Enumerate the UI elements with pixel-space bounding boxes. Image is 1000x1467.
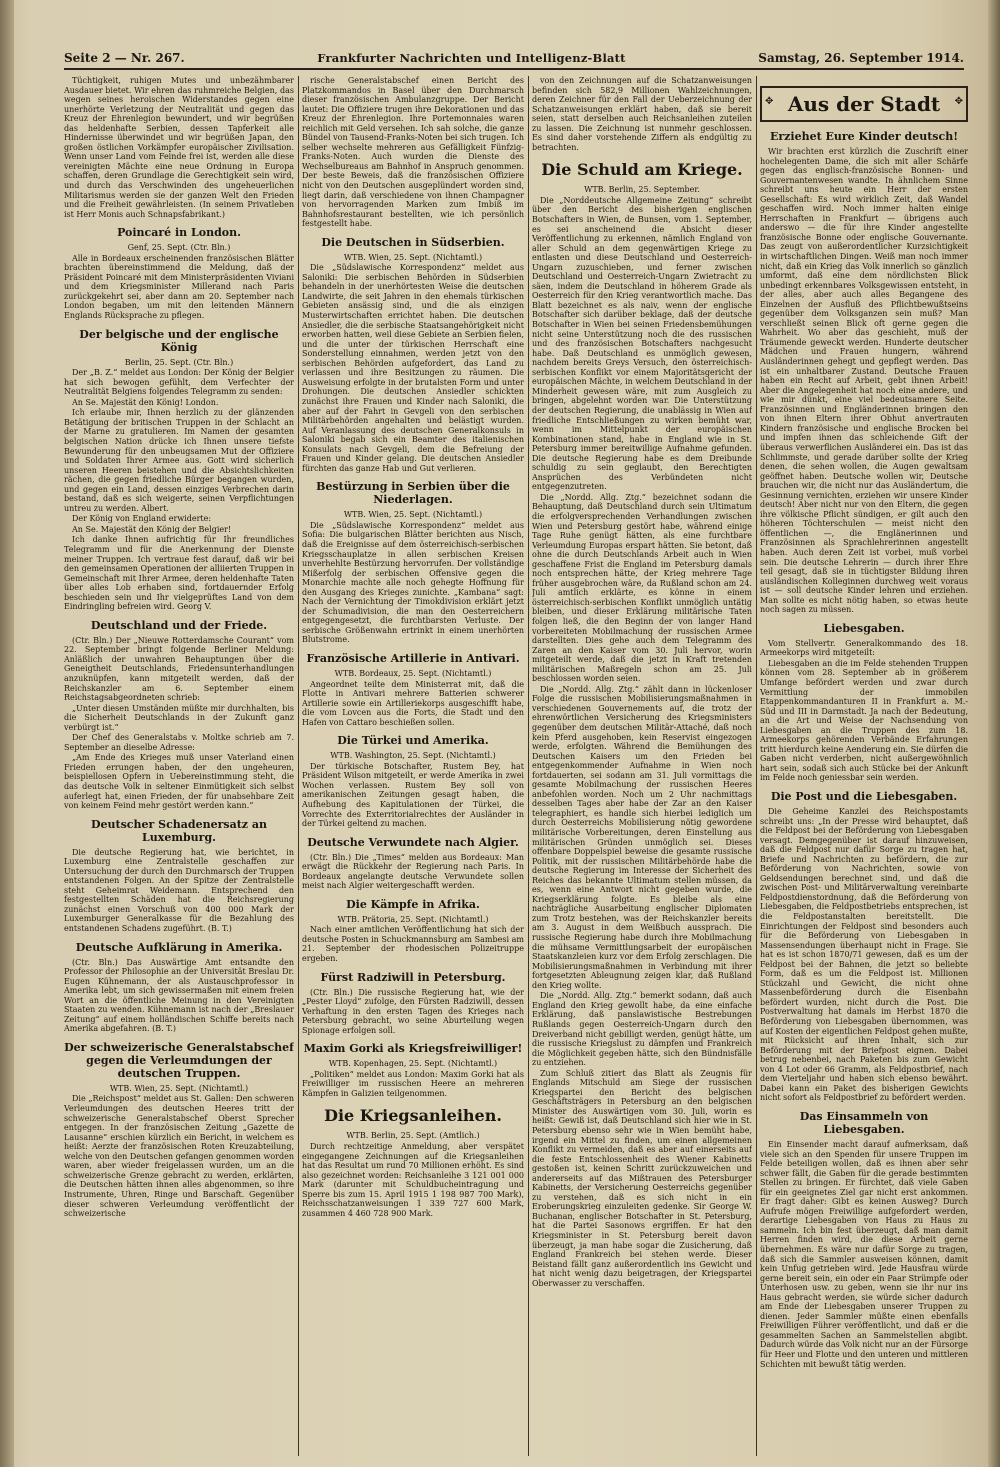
article-body <box>302 1142 524 1218</box>
article-body <box>302 521 524 645</box>
article-body <box>64 368 294 612</box>
article-headline: Die Post und die Liebesgaben. <box>770 790 958 803</box>
article-headline: Die Türkei und Amerika. <box>337 734 489 748</box>
paragraph: Ich danke Ihnen aufrichtig für Ihr freundliches Telegramm und für die Anerkennung der Dienste meiner Truppen. Ich vertraue fest darauf, daß wir bei den gemeinsamen Operationen der alliierten Truppen in Gemeinschaft mit Ihrer Armee, deren heldenhafte Taten über alles Lob erhaben sind, fortdauernder Erfolg beschieden sein und Ihr vielgeprüftes Land von dem Eindringling befreien wird. Georg V. <box>64 535 294 612</box>
ornament-icon: ✥ <box>765 96 774 107</box>
article-headline: Die Kämpfe in Afrika. <box>346 897 480 911</box>
dateline: Genf, 25. Sept. (Ctr. Bln.) <box>127 243 231 253</box>
article-body <box>302 988 524 1036</box>
paragraph: Die deutsche Regierung hat, wie berichtet, in Luxemburg eine Zentralstelle geschaffen zur Untersuchung der durch den Durchmarsch der Truppen entstandenen Folgen. An der Spitze der Zentralstelle steht Geheimrat Weidemann. Entsprechend den festgestellten Schäden hat die Reichsregierung zunächst einen Vorschuß von 400 000 Mark der Luxemburger Generalkasse für die Bezahlung des entstandenen Schadens zugeführt. (B. T.) <box>64 847 294 934</box>
dateline: WTB. Berlin, 25. Sept. (Amtlich.) <box>346 1131 480 1141</box>
paragraph: Die „Nordd. Allg. Ztg.“ zählt dann in lückenloser Folge die russischen Mobilisierungsmaßnahmen in verschiedenen Gouvernements auf, die trotz der ehrenwörtlichen Versicherung des Kriegsministers gegenüber dem deutschen Militär-Attaché, daß noch kein Pferd ausgehoben, kein Reservist eingezogen werde, erfolgten. Während die Bemühungen des Deutschen Kaisers um den Frieden bei entgegenkommender Aufnahme in Wien noch fortdauerten, sei sodann am 31. Juli vormittags die gesamte Mobilmachung der russischen Heeres anbefohlen worden. Noch um 2 Uhr nachmittags desselben Tages aber habe der Zar an den Kaiser telegraphiert, es handle sich hierbei lediglich um durch Oesterreichs Mobilisierung nötig gewordene militärische Vorbereitungen, deren Einstellung aus militärischen Gründen unmöglich sei. Dieses offenbare Doppelspiel beweise die gesamte russische Politik, mit der russischen Militärbehörde habe die deutsche Regierung im Interesse der Sicherheit des Reiches das bekannte Ultimatum stellen müssen, da es, wenn eine Antwort nicht gegeben wurde, die Kriegserklärung folgte. Es bleibe als eine nachträgliche Ausarbeitung englischer Diplomaten zum Trotz bestehen, was der Reichskanzler bereits am 3. August in dem Weißbuch aussprach. Die russische Regierung habe durch ihre Mobilmachung die mühsame Vermittlungsarbeit der europäischen Staatskanzleien kurz vor dem Erfolg zerschlagen. Die Mobilisierungsmaßnahmen in Verbindung mit ihrer fortgesetzten Ableugnung zeigen klar, daß Rußland den Krieg wollte. <box>532 684 752 990</box>
column-4 <box>760 76 968 1460</box>
section-box-local-news <box>760 86 968 122</box>
paragraph: Ich erlaube mir, Ihnen herzlich zu der glänzenden Betätigung der britischen Truppen in der Schlacht an der Marne zu gratulieren. Im Namen der gesamten belgischen Nation drücke ich Ihnen unsere tiefste Bewunderung für den unbeugsamen Mut der Offiziere und Soldaten Ihrer Armee aus. Gott wird sicherlich unseren Heeren beistehen und die Absichtslichkeiten rächen, die gegen friedliche Bürger begangen wurden, und gegen ein Land, dessen einziges Verbrechen darin bestand, daß es sich weigerte, seinen Verpflichtungen untreu zu werden. Albert. <box>64 408 294 513</box>
article-body <box>64 958 294 1034</box>
column-1 <box>64 76 294 1460</box>
paragraph: von den Zeichnungen auf die Schatzanweisungen befinden sich 582,9 Millionen Wahlzeichnungen, deren Zeichner für den Fall der Ueberzeichnung der Schatzanweisungen erklärt haben, daß sie bereit seien, statt derselben auch Reichsanleihen zuteilen zu lassen. Die Zeichnung ist nunmehr geschlossen. Es sind daher vorstehende Ziffern als endgültig zu betrachten. <box>532 76 752 152</box>
paragraph: Ein Einsender macht darauf aufmerksam, daß viele sich an den Spenden für unsere Truppen im Felde beteiligen wollen, daß es ihnen aber sehr schwer fällt, die Gaben für die gerade bestimmten Stellen zu bringen. Er fürchtet, daß viele Gaben für ein geeignetes Ziel gar nicht erst ankommen. Er fragt daher: Gibt es keinen Ausweg? Durch Aufrufe mögen Freiwillige aufgefordert werden, derartige Liebesgaben von Haus zu Haus zu sammeln. Ich bin fest überzeugt, daß man damit Herren finden wird, die diese Arbeit gerne übernehmen. Es wäre nur dafür Sorge zu tragen, daß sich die Sammler ausweisen können, damit kein Unfug getrieben wird. Jede Hausfrau würde gerne bereit sein, ein oder ein Paar Strümpfe oder Unterhosen usw. zu geben, wenn sie ihr nur ins Haus gebracht werden, sie würde sicher dadurch am Ende der Liebesgaben unserer Truppen zu dienen. Jeder Sammler müßte einen ebenfalls Freiwilligen Führer veröffentlicht, und daß er die gesammelten Sachen an Sammelstellen abgibt. Dadurch würde das Volk nicht nur an der Fürsorge für Heer und Flotte und den unteren und mittleren Schichten mit bewußt tätig werden. <box>760 1139 968 1369</box>
paragraph: Die „Norddeutsche Allgemeine Zeitung“ schreibt über den Bericht des bisherigen englischen Botschafters in Wien, de Bunsen, vom 1. September, es sei anscheinend die Absicht dieser Veröffentlichung zu erkennen, nämlich England von aller Schuld an dem gegenwärtigen Kriege zu entlasten und diese Deutschland und Oesterreich-Ungarn zuzuschieben, und ferner zwischen Deutschland und Oesterreich-Ungarn Zwietracht zu säen, indem die Deutschland in höherem Grade als Oesterreich für den Krieg verantwortlich mache. Das Blatt bezeichnet es als naiv, wenn der englische Botschafter sich darüber beklage, daß der deutsche Botschafter in Wien bei seinen Friedensbemühungen nicht seine Unterstützung noch die des russischen und des französischen Botschafters nachgesucht habe. Daß Deutschland es unmöglich gewesen, nachdem bereits Greys Versuch, den österreichisch-serbischen Konflikt vor einem Majoritätsgericht der europäischen Mächte, in welchem Deutschland in der Minderheit gewesen wäre, mit zum Ausgleich zu bringen, abgelehnt worden war. Die Unterstützung der deutschen Regierung, die unablässig in Wien auf friedliche Entschließungen zu wirken bemüht war, wenn im Mittelpunkt der europäischen Kombinationen stand, habe in England wie in St. Petersburg immer bereitwillige Aufnahme gefunden. Die deutsche Regierung habe es dem Dreibunde schuldig zu sein geglaubt, den Berechtigten Ansprüchen des Verbündeten nicht entgegenzutreten. <box>532 195 752 492</box>
paragraph: Der „B. Z.“ meldet aus London: Der König der Belgier hat sich bewogen gefühlt, dem Verfechter der Neutralität Belgiens folgendes Telegramm zu senden: <box>64 368 294 397</box>
page-header <box>64 48 964 70</box>
paragraph: Der Chef des Generalstabs v. Moltke schrieb am 7. September an dieselbe Adresse: <box>64 733 294 752</box>
column-rule <box>298 76 299 1456</box>
paragraph: (Ctr. Bln.) Die „Times“ melden aus Bordeaux: Man erwägt die Rückkehr der Regierung nach Paris. In Bordeaux angelangte deutsche Verwundete sollen meist nach Algier weitergeschafft werden. <box>302 852 524 891</box>
article-body <box>64 636 294 811</box>
page-number: Seite 2 — Nr. 267. <box>64 51 185 65</box>
article-body <box>760 147 968 615</box>
paragraph: An Se. Majestät den König der Belgier! <box>72 524 232 534</box>
article-headline: Deutschland und der Friede. <box>90 618 268 632</box>
paragraph: Die „Nordd. Allg. Ztg.“ bezeichnet sodann die Behauptung, daß Deutschland durch sein Ultimatum die erfolgversprechenden Verhandlungen zwischen Wien und Petersburg gestört habe, während einige Tage Ruhe genügt hätten, als eine furchtbare Verleumdung Europas erspart hätten. Sie betont, daß ohne die durch Deutschlands Arbeit auch in Wien geschaffene Frist die England im Petersburg damals noch entsprechen hätte, der Krieg mehrere Tage früher ausgebrochen wäre, da Rußland schon am 24. Juli amtlich erklärte, es könne in einem österreichisch-serbischen Konflikt unmöglich untätig bleiben, und dieser Erklärung militärische Taten folgen ließ, die den Beginn der von langer Hand vorbereiteten Mobilmachung der russischen Armee darstellten. Dies gehe auch dem Telegramm des Zaren an den Kaiser vom 30. Juli hervor, worin mitgeteilt werde, daß die jetzt in Kraft tretenden militärischen Maßregeln schon am 25. Juli beschlossen worden seien. <box>532 492 752 684</box>
paragraph: „Politiken“ meldet aus London: Maxim Gorki hat als Freiwilliger im russischen Heere an mehreren Kämpfen in Galizien teilgenommen. <box>302 1069 524 1098</box>
column-rule <box>756 76 757 1456</box>
column-2 <box>302 76 524 1460</box>
article-headline: Erziehet Eure Kinder deutsch! <box>769 130 959 143</box>
paragraph: Angeordnet teilte dem Ministerrat mit, daß die Flotte in Antivari mehrere Batterien schwerer Artillerie sowie ein Artilleriekorps ausgeschifft habe, die vom Lovcen aus die Forts, die Stadt und den Hafen von Cattaro beschießen sollen. <box>302 679 524 727</box>
paragraph: Die „Südslawische Korrespondenz“ meldet aus Saloniki: Die serbischen Behörden in Südserbien behandeln in der unerhörtesten Weise die deutschen Landwirte, die seit Jahren in den ehemals türkischen Gebieten ansässig sind, und die als einzigen Musterwirtschaften errichtet haben. Die deutschen Ansiedler, die die serbische Staatsangehörigkeit nicht erworben hatten, weil diese Gebiete an Serbien fielen, und die unter der türkischen Herrschaft eine Sonderstellung einnahmen, werden jetzt von den serbischen Behörden aufgefordert, das Land zu verlassen und ihre Besitzungen zu räumen. Die Ausweisung erfolgte in der brutalsten Form und unter Drohungen. Die deutschen Ansiedler schickten zunächst ihre Frauen und Kinder nach Saloniki, die aber auf der Fahrt in Gevgeli von den serbischen Militärbehörden angehalten und belästigt wurden. Auf Veranlassung des deutschen Generalkonsuls in Saloniki begab sich ein Beamter des italienischen Konsulats nach Gevgeli, dem die Befreiung der Frauen und Kinder gelang. Die deutschen Ansiedler fürchten das ganze Hab und Gut verlieren. <box>302 263 524 473</box>
article-headline: Das Einsammeln von Liebesgaben. <box>799 1109 929 1136</box>
article-body <box>302 76 524 229</box>
article-headline-large: Die Kriegsanleihen. <box>324 1106 502 1126</box>
paragraph: Tüchtigkeit, ruhigen Mutes und unbezähmbarer Ausdauer bietet. Wir ehren das ruhmreiche Belgien, das wegen seines heroischen Widerstandes gegen eine unerhörte Verletzung der Neutralität und gegen das Kreuz der Ehrenlegion bewundert, und wir begrüßen das heldenhafte Serbien, dessen Tapferkeit alle Hindernisse überwindet und wir begrüßen Japan, den großen östlichen Vorkämpfer europäischer Zivilisation. Wenn unser Land vom Feinde frei ist, werden alle diese vereinigten Mächte eine neue Ordnung in Europa schaffen, deren Grundlage die Gerechtigkeit sein wird, und durch das Verschwinden des ungeheuerlichen Militarismus werden sie der ganzen Welt den Frieden und die Freiheit gewährleisten. (In seinem Privatleben ist Herr Monis auch Schnapsfabrikant.) <box>64 76 294 219</box>
dateline: Berlin, 25. Sept. (Ctr. Bln.) <box>124 357 234 367</box>
article-headline-large: Die Schuld am Kriege. <box>541 160 743 180</box>
dateline: WTB. Berlin, 25. September. <box>584 185 700 195</box>
paragraph: Liebesgaben an die im Felde stehenden Truppen können vom 28. September ab in größerem Umfange befördert werden und zwar durch Vermittlung der immobilen Etappenkommandanturen II in Frankfurt a. M.-Süd und III in Darmstadt. Ja nach der Bedeutung, an die Art und Weise der Nachsendung von Liebesgaben an die Truppen des zum 18. Armeekorps gehörenden Verbände Erfahrungen tritt hierdurch keine Aenderung ein. Sie dürfen die Gaben nicht verderben, nicht außergewöhnlich hart sein, sodaß sich auch Stücke bei der Ankunft im Felde noch geniessbar sein werden. <box>760 658 968 783</box>
article-body <box>302 680 524 728</box>
dateline: WTB. Kopenhagen, 25. Sept. (Nichtamtl.) <box>328 1059 498 1069</box>
issue-date: Samstag, 26. September 1914. <box>758 51 964 65</box>
article-body <box>302 925 524 963</box>
article-body <box>760 807 968 1103</box>
paragraph: Die „Nordd. Allg. Ztg.“ bemerkt sodann, daß auch England den Krieg gewollt habe, da eine einfache Erklärung, daß panslawistische Bestrebungen Rußlands gegen Oesterreich-Ungarn durch den Dreiverband nicht gebilligt werden, genügt hätte, um die russische Kriegslust zu dämpfen und Frankreich die Möglichkeit gegeben hätte, sich den Bündnisfälle zu entziehen. <box>532 991 752 1068</box>
paragraph: Alle in Bordeaux erscheinenden französischen Blätter brachten übereinstimmend die Meldung, daß der Präsident Poincaré mit dem Ministerpräsidenten Viviani und dem Kriegsminister Millerand nach Paris zurückgekehrt sei, aber dann am 20. September nach London begaben, um mit den leitenden Männern Englands Rücksprache zu pflegen. <box>64 253 294 321</box>
article-headline: Liebesgaben. <box>823 621 905 635</box>
article-headline: Französische Artillerie in Antivari. <box>306 651 520 665</box>
article-body <box>302 263 524 473</box>
column-rule <box>528 76 529 1456</box>
paragraph: rische Generalstabschef einen Bericht des Platzkommandos in Basel über den Durchmarsch dieser französischen Ambulanzgruppe. Der Bericht lautet: Die Offiziere trugen ihre Dekorationen und das Kreuz der Ehrenlegion. Ihre Portemonnaies waren reichlich mit Geld versehen. Ich sah solche, die ganze Bündel von Tausend-Franks-Noten bei sich trugen. Ich selber wechselte mehreren aus Gefälligkeit Fünfzig-Franks-Noten. Auch wurden die Dienste des Wechselbureaus am Bahnhof in Anspruch genommen. Der beste Beweis, daß die französischen Offiziere nicht von den Deutschen ausgeplündert worden sind, liegt darin, daß verschiedene von ihnen Champagner von hervorragenden Marken zum Imbiß im Bahnhofsrestaurant bestellten, wie ich persönlich festgestellt habe. <box>302 76 524 229</box>
page-outer-edge <box>988 0 1000 1467</box>
newspaper-title: Frankfurter Nachrichten und Intelligenz-Blatt <box>317 51 626 65</box>
dateline: WTB. Bordeaux, 25. Sept. (Nichtamtl.) <box>334 668 492 678</box>
article-body <box>532 196 752 1288</box>
article-headline: Bestürzung in Serbien über die Niederlagen. <box>316 480 510 507</box>
article-body <box>532 76 752 152</box>
article-body <box>302 762 524 829</box>
paragraph: Nach einer amtlichen Veröffentlichung hat sich der deutsche Posten in Schuckmannsburg am Sambesi am 21. September der rhodesischen Polizeitruppe ergeben. <box>302 925 524 964</box>
paragraph: „Unter diesen Umständen müßte mir durchhalten, bis die Sicherheit Deutschlands in der Zukunft ganz verbürgt ist.“ <box>64 703 294 732</box>
paragraph: Der König von England erwiderte: <box>72 514 212 524</box>
ornament-icon: ✥ <box>954 96 963 107</box>
paragraph: (Ctr. Bln.) Die russische Regierung hat, wie der „Pester Lloyd“ zufolge, den Fürsten Radziwill, dessen Verhaftung in den ersten Tagen des Krieges nach Petersburg gebracht, wo seine Aburteilung wegen Spionage erfolgen soll. <box>302 987 524 1035</box>
article-headline: Deutscher Schadenersatz an Luxemburg. <box>91 817 267 844</box>
article-headline: Der belgische und der englische König <box>79 327 279 354</box>
paragraph: Wir brachten erst kürzlich die Zuschrift einer hochelegenten Dame, die sich mit aller Schärfe gegen das englisch-französische Bonnen- und Gouvernantenwesen wandte. In ähnlichem Sinne schreibt uns heute ein Herr der ersten Gesellschaft: Es wird wirklich Zeit, daß Wandel geschaffen wird. Noch immer halten einige Herrschaften in Frankfurt — übrigens auch anderswo — die für ihre Kinder angestellte französische Bonne oder englische Gouvernante. Das zeugt von außerordentlicher Kurzsichtigkeit in wirtschaftlichen Dingen. Weiß man noch immer nicht, daß ein Krieg das Volk innerlich so gänzlich umformt, daß eine dem nördlichsten Blick unbedingt erkennbares Volksgewissen entsteht, in der alles, aber auch alles Begangene des Einzelnen der Ausfluß des Pflichtbewußtseins gegenüber dem Volksganzen sein muß? Man verschließt seinen Blick oft gerne gegen die Wahrheit. Wo aber das geschieht, muß der Träumende geweckt werden. Hunderte deutscher Mädchen und Frauen hungern, während Ausländerinnen gehegt und gepflegt werden. Das ist ein unhaltbarer Zustand. Deutsche Frauen haben ein Recht auf Arbeit, gebt ihnen Arbeit! Aber die Angelegenheit hat noch eine andere, und wie mir dünkt, eine viel bedeutsamere Seite. Französinnen und Engländerinnen bringen den von ihnen Eltern ihrer Obhut anvertrauten Kindern französische und englische Brocken bei und impfen ihnen das schleichende Gift der überaus verwerflichen Ausländerei ein. Das ist das Schlimmste, und gerade darüber sollte der Krieg denen, die sehen wollen, die Augen gewaltsam geöffnet haben. Deutsche wollen wir, Deutsche brauchen wir, die nicht nur das Ausländertum, die Gesinnung vernichten, erziehen wir unsere Kinder deutsch! Aber nicht nur von den Eltern, die gegen ihre völkische Pflicht sündigen, er gilt auch den höheren Töchterschulen — meist nicht den öffentlichen —, die Englänerinnen und Französinnen als Sprachlehrerinnen angestellt haben. Auch deren Zeit ist vorbei, muß vorbei sein. Die deutsche Lehrerin — durch ihrer Ehre teil gesagt, daß sie in tüchtigster Bildung ihren ausländischen Kolleginnen durchweg weit voraus ist — soll deutsche Kinder lehren und erziehen. Man sollte es nicht nötig haben, so etwas heute noch sagen zu müssen. <box>760 147 968 615</box>
article-body <box>64 76 294 219</box>
article-body <box>64 254 294 321</box>
article-headline: Deutsche Verwundete nach Algier. <box>307 835 519 849</box>
paragraph: An Se. Majestät den König! London. <box>72 397 219 407</box>
paragraph: „Am Ende des Krieges muß unser Vaterland einen Frieden errungen haben, der den ungeheuren, beispiellosen Opfern in Uebereinstimmung steht, die das deutsche Volk in seltener Einmütigkeit sich selbst auferlegt hat, einen Frieden, der für unabsehbare Zeit von keinem Feind mehr gestört werden kann.“ <box>64 753 294 811</box>
article-body <box>64 1094 294 1218</box>
paragraph: Der türkische Botschafter, Rustem Bey, hat Präsident Wilson mitgeteilt, er werde Amerika in zwei Wochen verlassen. Rustem Bey soll von amerikanischen Zeitungen gesagt haben, die Aufhebung des Kapitulationen der Türkei, die Vorrechte des Exterritorialrechtes der Ausländer in der Türkei geltend zu machen. <box>302 761 524 829</box>
article-headline: Poincaré in London. <box>117 226 241 240</box>
paragraph: Durch rechtzeitige Anmeldung, aber verspätet eingegangene Zeichnungen auf die Kriegsanleihen hat das Resultat um rund 70 Millionen erhöht. Es sind also gezeichnet worden: Reichsanleihe 3 121 001 000 Mark (darunter mit Schuldbucheintragung und Sperre bis zum 15. April 1915 1 198 987 700 Mark), Reichsschatzanweisungen 1 339 727 600 Mark, zusammen 4 460 728 900 Mark. <box>302 1142 524 1218</box>
article-headline: Maxim Gorki als Kriegsfreiwilliger! <box>303 1042 523 1056</box>
paragraph: Zum Schluß zitiert das Blatt als Zeugnis für Englands Mitschuld am Siege der russischen Kriegspartei den Bericht des belgischen Geschäftsträgers in Petersburg an den belgischen Minister des Auswärtigen vom 30. Juli, worin es heißt: Gewiß ist, daß Deutschland sich hier wie in St. Petersburg ebenso sehr wie in Wien bemüht habe, irgend ein Mittel zu finden, um einen allgemeinen Konflikt zu vermeiden, daß es aber auf einerseits auf die feste Entschlossenheit des Wiener Kabinetts gestoßen ist, keinen Schritt zurückzuweichen und andererseits auf das Mißtrauen des Petersburger Kabinetts, der Versicherung Oesterreichs gegenüber zu verstehen, daß es sich nicht in ein Eroberungskrieg einzuleiten gedenke. Sir George W. Buchanan, englischer Botschafter in St. Petersburg, hat die Partei Sasonows ergriffen. Er hat den Kriegsminister in St. Petersburg bereit davon überzeugt, ja man habe sogar die Zusicherung, daß England Frankreich bei stehen werde. Dieser Beistand fällt ganz außerordentlich ins Gewicht und hat nicht wenig dazu beigetragen, der Kriegspartei Oberwasser zu verschaffen. <box>532 1068 752 1288</box>
article-headline: Deutsche Aufklärung in Amerika. <box>75 940 283 954</box>
paragraph: (Ctr. Bln.) Das Auswärtige Amt entsandte den Professor der Philosophie an der Universität Breslau Dr. Eugen Kühnemann, der als Austauschprofessor in Amerika lebt, um sich gewissermaßen mit einem freien Wort an die öffentliche Meinung in den Vereinigten Staaten zu wenden. Kühnemann ist nach der „Breslauer Zeitung“ auf einem holländischen Schiffe bereits nach Amerika abgefahren. (B. T.) <box>64 957 294 1034</box>
paragraph: Vom Stellvertr. Generalkommando des 18. Armeekorps wird mitgeteilt: <box>760 638 968 658</box>
dateline: WTB. Wien, 25. Sept. (Nichtamtl.) <box>109 1083 249 1093</box>
dateline: WTB. Wien, 25. Sept. (Nichtamtl.) <box>343 252 483 262</box>
paragraph: Die Geheime Kanzlei des Reichspostamts schreibt uns: „In der Presse wird behauptet, daß die Feldpost bei der Beförderung von Liebesgaben versagt. Demgegenüber ist darauf hinzuweisen, daß die Feldpost nur dafür Sorge zu tragen hat, Briefe und Nachrichten zu befördern, die zur Beförderung von Nachrichten, sowie von Geldsendungen berechnet sind, und daß die zwischen Post- und Militärverwaltung vereinbarte Feldpostdienstordnung, daß die Beförderung von Liebesgaben, die Feldpostbetriebs entsprechen, ist die Feldpostanstalten bereitstellt. Die Einrichtungen der Feldpost sind besonders auch für die Beförderung von Liebesgaben in Massensendungen überhaupt nicht in Frage. Sie hat es ist schon 1870/71 gewesen, daß es um der Feldpost bei der Bahnen, die jetzt so beliebte Form, daß es um die Feldpost ist. Millionen Stückzahl und Gewicht, die nicht ohne Massenbeförderung durch die Eisenbahn befördert wurden, nicht durch die Post. Die Postverwaltung hat damals im Herbst 1870 die Beförderung von Liebesgaben übernommen, was auf Kosten der eigentlichen Feldpost gehen mußte, mit Rücksicht auf ihren Inhalt, sich zur Beförderung mit der Briefpost eignen. Dabei betrug nebenbei, nach Paketen bis zum Gewicht von 4 Lot oder 66 Gramm, als Feldpostbrief, nach dem Vierteljahr und haben sich ebenso bewährt. Dabei kann ein Paket des bisherigen Gewichts nicht sofort als Feldpostbrief zu befördert werden. <box>760 807 968 1103</box>
page-binding-edge <box>0 0 14 1467</box>
article-body <box>64 848 294 934</box>
article-body <box>760 1140 968 1369</box>
article-headline: Der schweizerische Generalstabschef gegen die Verleumdungen der deutschen Truppen. <box>64 1040 294 1080</box>
article-headline: Fürst Radziwill in Petersburg. <box>320 970 506 984</box>
paragraph: Die „Reichspost“ meldet aus St. Gallen: Den schweren Verleumdungen des deutschen Heeres tritt der schweizerische Generalstabschef Oberst Sprecher entgegen. In der französischen Zeitung „Gazette de Lausanne“ erschien kürzlich ein Bericht, in welchem es heißt: Aerzte der französischen Roten Kreuzabteilung, welche von den Deutschen gefangen genommen worden waren, aber wieder freigelassen wurden, um an die schweizerische Grenze gebracht zu werden, erklärten, die Deutschen hätten ihnen alles abgenommen, so ihre Instrumente, Uhren, Ringe und Barschaft. Gegenüber dieser schweren Verleumdung veröffentlicht der schweizerische <box>64 1094 294 1219</box>
article-body <box>302 853 524 891</box>
column-3 <box>532 76 752 1460</box>
dateline: WTB. Wien, 25. Sept. (Nichtamtl.) <box>343 510 483 520</box>
paragraph: Die „Südslawische Korrespondenz“ meldet aus Sofia: Die bulgarischen Blätter berichten aus Nisch, daß die Ereignisse auf dem österreichisch-serbischen Kriegsschauplatze in allen serbischen Kreisen unverhehlte Bestürzung hervorrufen. Der vollständige Mißerfolg der serbischen Offensive gegen die Monarchie machte alle noch gehegte Hoffnung für den Ausgang des Krieges zunichte. „Kambana“ sagt: Nach der Vernichtung der Timokdivision erklärt jetzt der Schumadivision, die man den Oesterreichern entgegengesetzt, die furchtbarsten Verluste. Der serbische Größenwahn ertrinkt in einem unerhörten Blutstrome. <box>302 520 524 645</box>
article-body <box>760 639 968 783</box>
dateline: WTB. Prätoria, 25. Sept. (Nichtamtl.) <box>337 914 489 924</box>
article-body <box>302 1070 524 1099</box>
dateline: WTB. Washington, 25. Sept. (Nichtamtl.) <box>330 751 496 761</box>
paragraph: (Ctr. Bln.) Der „Nieuwe Rotterdamsche Courant“ vom 22. September bringt folgende Berliner Meldung: Anläßlich der unwahren Behauptungen über die Geneigtheit Deutschlands, Friedensunterhandlungen anzuknüpfen, kann mitgeteilt werden, daß der Reichskanzler am 6. September einem Reichstagsabgeordneten schrieb: <box>64 635 294 703</box>
section-title: Aus der Stadt <box>787 92 941 116</box>
article-headline: Die Deutschen in Südserbien. <box>321 235 505 249</box>
